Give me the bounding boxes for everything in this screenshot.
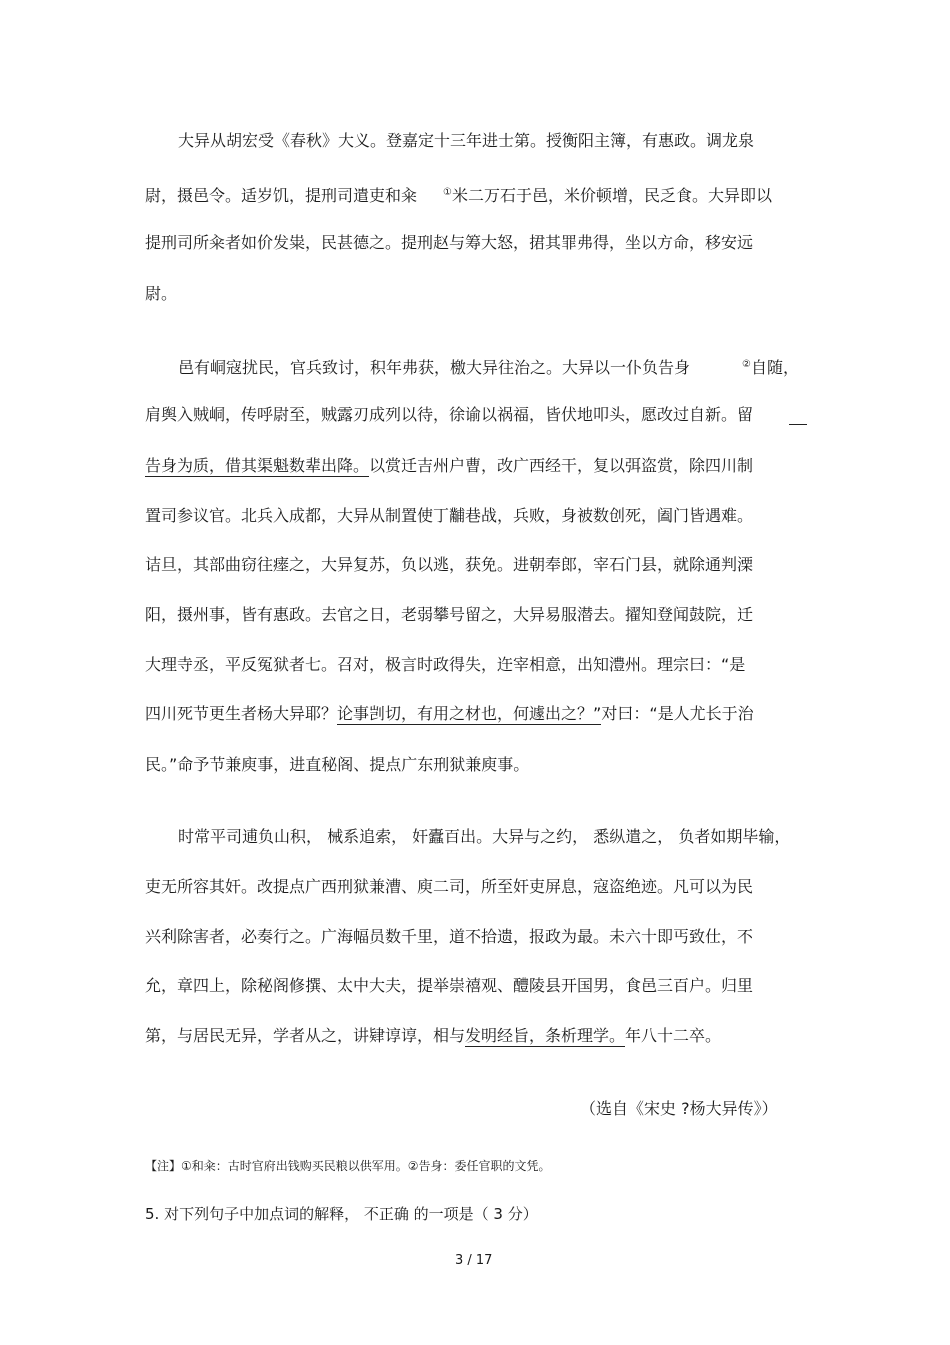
para2-line2: 肩舆入贼峒，传呼尉至，贼露刃成列以待，徐谕以祸福，皆伏地叩头，愿改过自新。留 (145, 405, 754, 424)
para3-line5: 第，与居民无异，学者从之，讲肄谆谆，相与发明经旨，条析理学。年八十二卒。 (145, 1026, 722, 1045)
para1-line2: 尉，摄邑令。适岁饥，提刑司遣吏和籴 ①米二万石于邑，米价顿增，民乏食。大异即以 (145, 186, 772, 205)
para3-line3: 兴利除害者，必奏行之。广海幅员数千里，道不拾遗，报政为最。未六十即丐致仕，不 (145, 927, 754, 946)
underlined-sentence-3: 发明经旨，条析理学。 (465, 1026, 626, 1045)
para2-line8: 四川死节更生者杨大异耶？论事剀切，有用之材也，何遽出之？”对曰：“是人尤长于治 (145, 704, 754, 723)
footnote-marker-2: ② (742, 359, 751, 370)
question-5: 5. 对下列句子中加点词的解释， 不正确 的一项是（ 3 分） (145, 1205, 538, 1223)
para3-line4: 允，章四上，除秘阁修撰、太中大夫，提举崇禧观、醴陵县开国男，食邑三百户。归里 (145, 976, 754, 995)
para3-line1: 时常平司逋负山积， 械系追索， 奸蠹百出。大异与之约， 悉纵遣之， 负者如期毕输， (178, 827, 791, 846)
para2-line5: 诘旦，其部曲窃往瘗之，大异复苏，负以逃，获免。进朝奉郎，宰石门县，就除通判溧 (145, 555, 754, 574)
para2-line9: 民。”命予节兼庾事，进直秘阁、提点广东刑狱兼庾事。 (145, 755, 530, 774)
blank-dash (789, 424, 807, 425)
para1-line3: 提刑司所籴者如价发粜，民甚德之。提刑赵与筹大怒，捃其罪弗得，坐以方命，移安远 (145, 233, 754, 252)
footnote-marker-1: ① (443, 187, 452, 198)
underlined-sentence-1: 告身为质，借其渠魁数辈出降。 (145, 456, 370, 475)
underlined-sentence-2: 论事剀切，有用之材也，何遽出之？” (337, 704, 602, 723)
para2-line6: 阳，摄州事，皆有惠政。去官之日，老弱攀号留之，大异易服潜去。擢知登闻鼓院，迁 (145, 605, 754, 624)
para2-line1: 邑有峒寇扰民，官兵致讨，积年弗获，檄大异往治之。大异以一仆负告身 ②自随， (178, 358, 799, 377)
para2-line3: 告身为质，借其渠魁数辈出降。以赏迁吉州户曹，改广西经干，复以弭盗赏，除四川制 (145, 456, 754, 475)
para2-line4: 置司参议官。北兵入成都，大异从制置使丁黼巷战，兵败，身被数创死，阖门皆遇难。 (145, 506, 754, 525)
para1-line4: 尉。 (145, 284, 178, 303)
para1-line1: 大异从胡宏受《春秋》大义。登嘉定十三年进士第。授衡阳主簿，有惠政。调龙泉 (178, 131, 755, 150)
para3-line2: 吏无所容其奸。改提点广西刑狱兼漕、庾二司，所至奸吏屏息，寇盗绝迹。凡可以为民 (145, 877, 754, 896)
footnote: 【注】①和籴：古时官府出钱购买民粮以供军用。②告身：委任官职的文凭。 (145, 1159, 551, 1173)
para2-line7: 大理寺丞，平反冤狱者七。召对，极言时政得失，迕宰相意，出知澧州。理宗曰：“是 (145, 655, 746, 674)
page-number: 3 / 17 (455, 1253, 493, 1268)
source-citation: （选自《宋史 ?杨大异传》） (580, 1099, 778, 1118)
